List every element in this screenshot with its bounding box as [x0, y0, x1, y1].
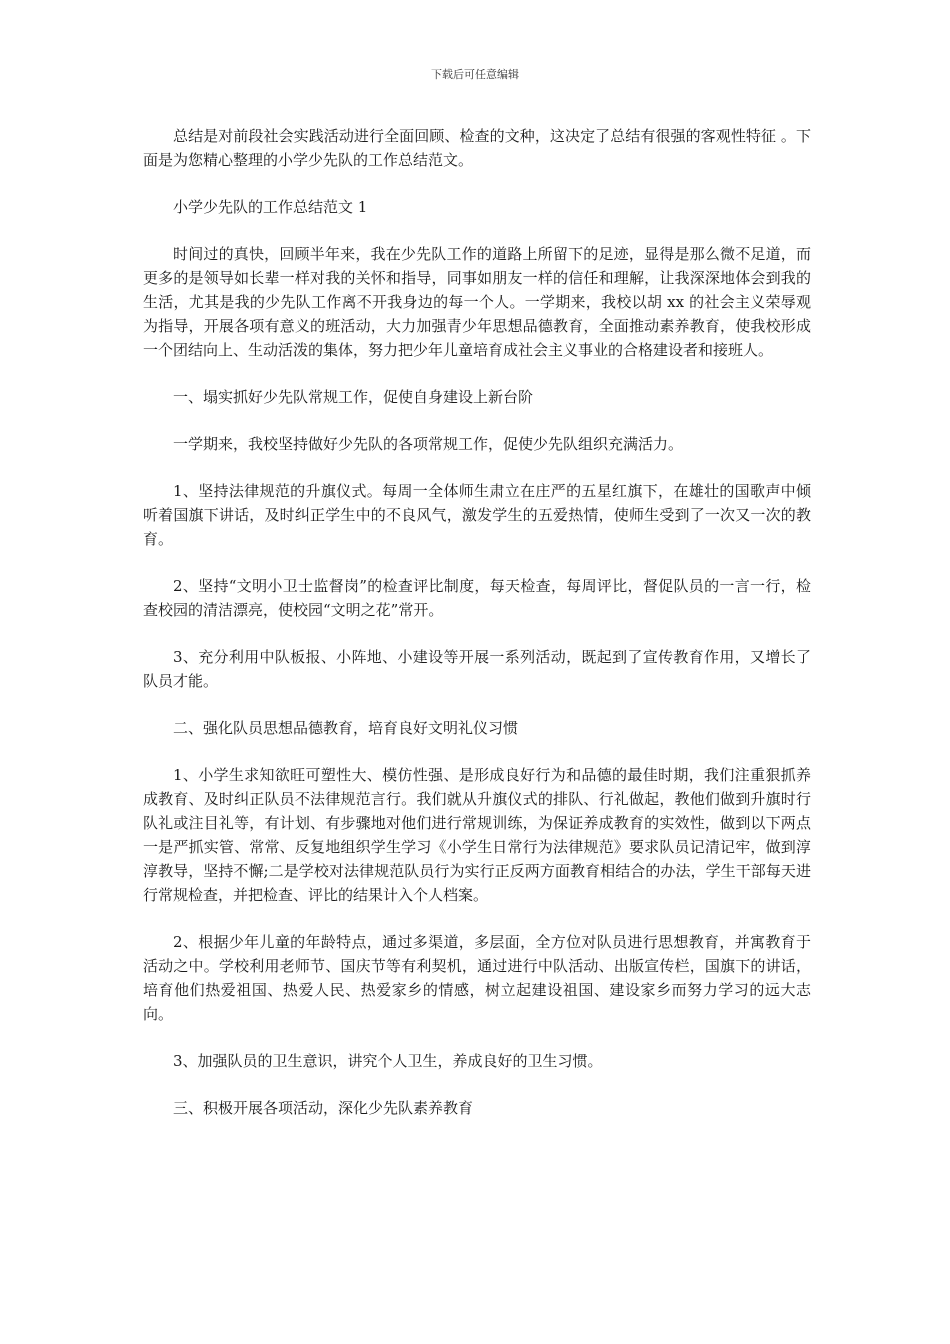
- section-1-item-3: 3、充分利用中队板报、小阵地、小建设等开展一系列活动，既起到了宣传教育作用，又增长了队员才能。: [143, 648, 811, 690]
- document-title: 小学少先队的工作总结范文 1: [173, 198, 368, 216]
- section-1-item-1: 1、坚持法律规范的升旗仪式。每周一全体师生肃立在庄严的五星红旗下，在雄壮的国歌声中倾听着国旗下讲话，及时纠正学生中的不良风气，激发学生的五爱热情，使师生受到了一次又一次的教育。: [143, 482, 811, 548]
- intro-paragraph: 总结是对前段社会实践活动进行全面回顾、检查的文种，这决定了总结有很强的客观性特征 。下面是为您精心整理的小学少先队的工作总结范文。: [143, 127, 811, 169]
- document-body: [143, 124, 811, 1143]
- section-1-item-2: 2、坚持“文明小卫士监督岗”的检查评比制度，每天检查，每周评比，督促队员的一言一行，检查校园的清洁漂亮，使校园“文明之花”常开。: [143, 577, 811, 619]
- page-header-note: 下载后可任意编辑: [431, 68, 519, 81]
- section-2-heading: 二、强化队员思想品德教育，培育良好文明礼仪习惯: [173, 719, 519, 737]
- section-2-item-3: 3、加强队员的卫生意识，讲究个人卫生，养成良好的卫生习惯。: [173, 1052, 603, 1070]
- section-1-intro: 一学期来，我校坚持做好少先队的各项常规工作，促使少先队组织充满活力。: [173, 435, 684, 453]
- section-2-item-2: 2、根据少年儿童的年龄特点，通过多渠道，多层面，全方位对队员进行思想教育，并寓教育于活动之中。学校利用老师节、国庆节等有利契机，通过进行中队活动、出版宣传栏，国旗下的讲话，培育他们热爱祖国、热爱人民、热爱家乡的情感，树立起建设祖国、建设家乡而努力学习的远大志向。: [143, 933, 811, 1023]
- section-1-heading: 一、塌实抓好少先队常规工作，促使自身建设上新台阶: [173, 388, 534, 406]
- section-3-heading: 三、积极开展各项活动，深化少先队素养教育: [173, 1099, 474, 1117]
- paragraph-overview: 时间过的真快，回顾半年来，我在少先队工作的道路上所留下的足迹，显得是那么微不足道，而更多的是领导如长辈一样对我的关怀和指导，同事如朋友一样的信任和理解，让我深深地体会到我的生活，尤其是我的少先队工作离不开我身边的每一个人。一学期来，我校以胡 xx 的社会主义荣辱观为指导，开展各项有意义的班活动，大力加强青少年思想品德教育，全面推动素养教育，使我校形成一个团结向上、生动活泼的集体，努力把少年儿童培育成社会主义事业的合格建设者和接班人。: [143, 245, 811, 359]
- section-2-item-1: 1、小学生求知欲旺可塑性大、模仿性强、是形成良好行为和品德的最佳时期，我们注重狠抓养成教育、及时纠正队员不法律规范言行。我们就从升旗仪式的排队、行礼做起，教他们做到升旗时行队礼或注目礼等，有计划、有步骤地对他们进行常规训练，为保证养成教育的实效性，做到以下两点一是严抓实管、常常、反复地组织学生学习《小学生日常行为法律规范》要求队员记清记牢，做到淳淳教导，坚持不懈;二是学校对法律规范队员行为实行正反两方面教育相结合的办法，学生干部每天进行常规检查，并把检查、评比的结果计入个人档案。: [143, 766, 811, 904]
